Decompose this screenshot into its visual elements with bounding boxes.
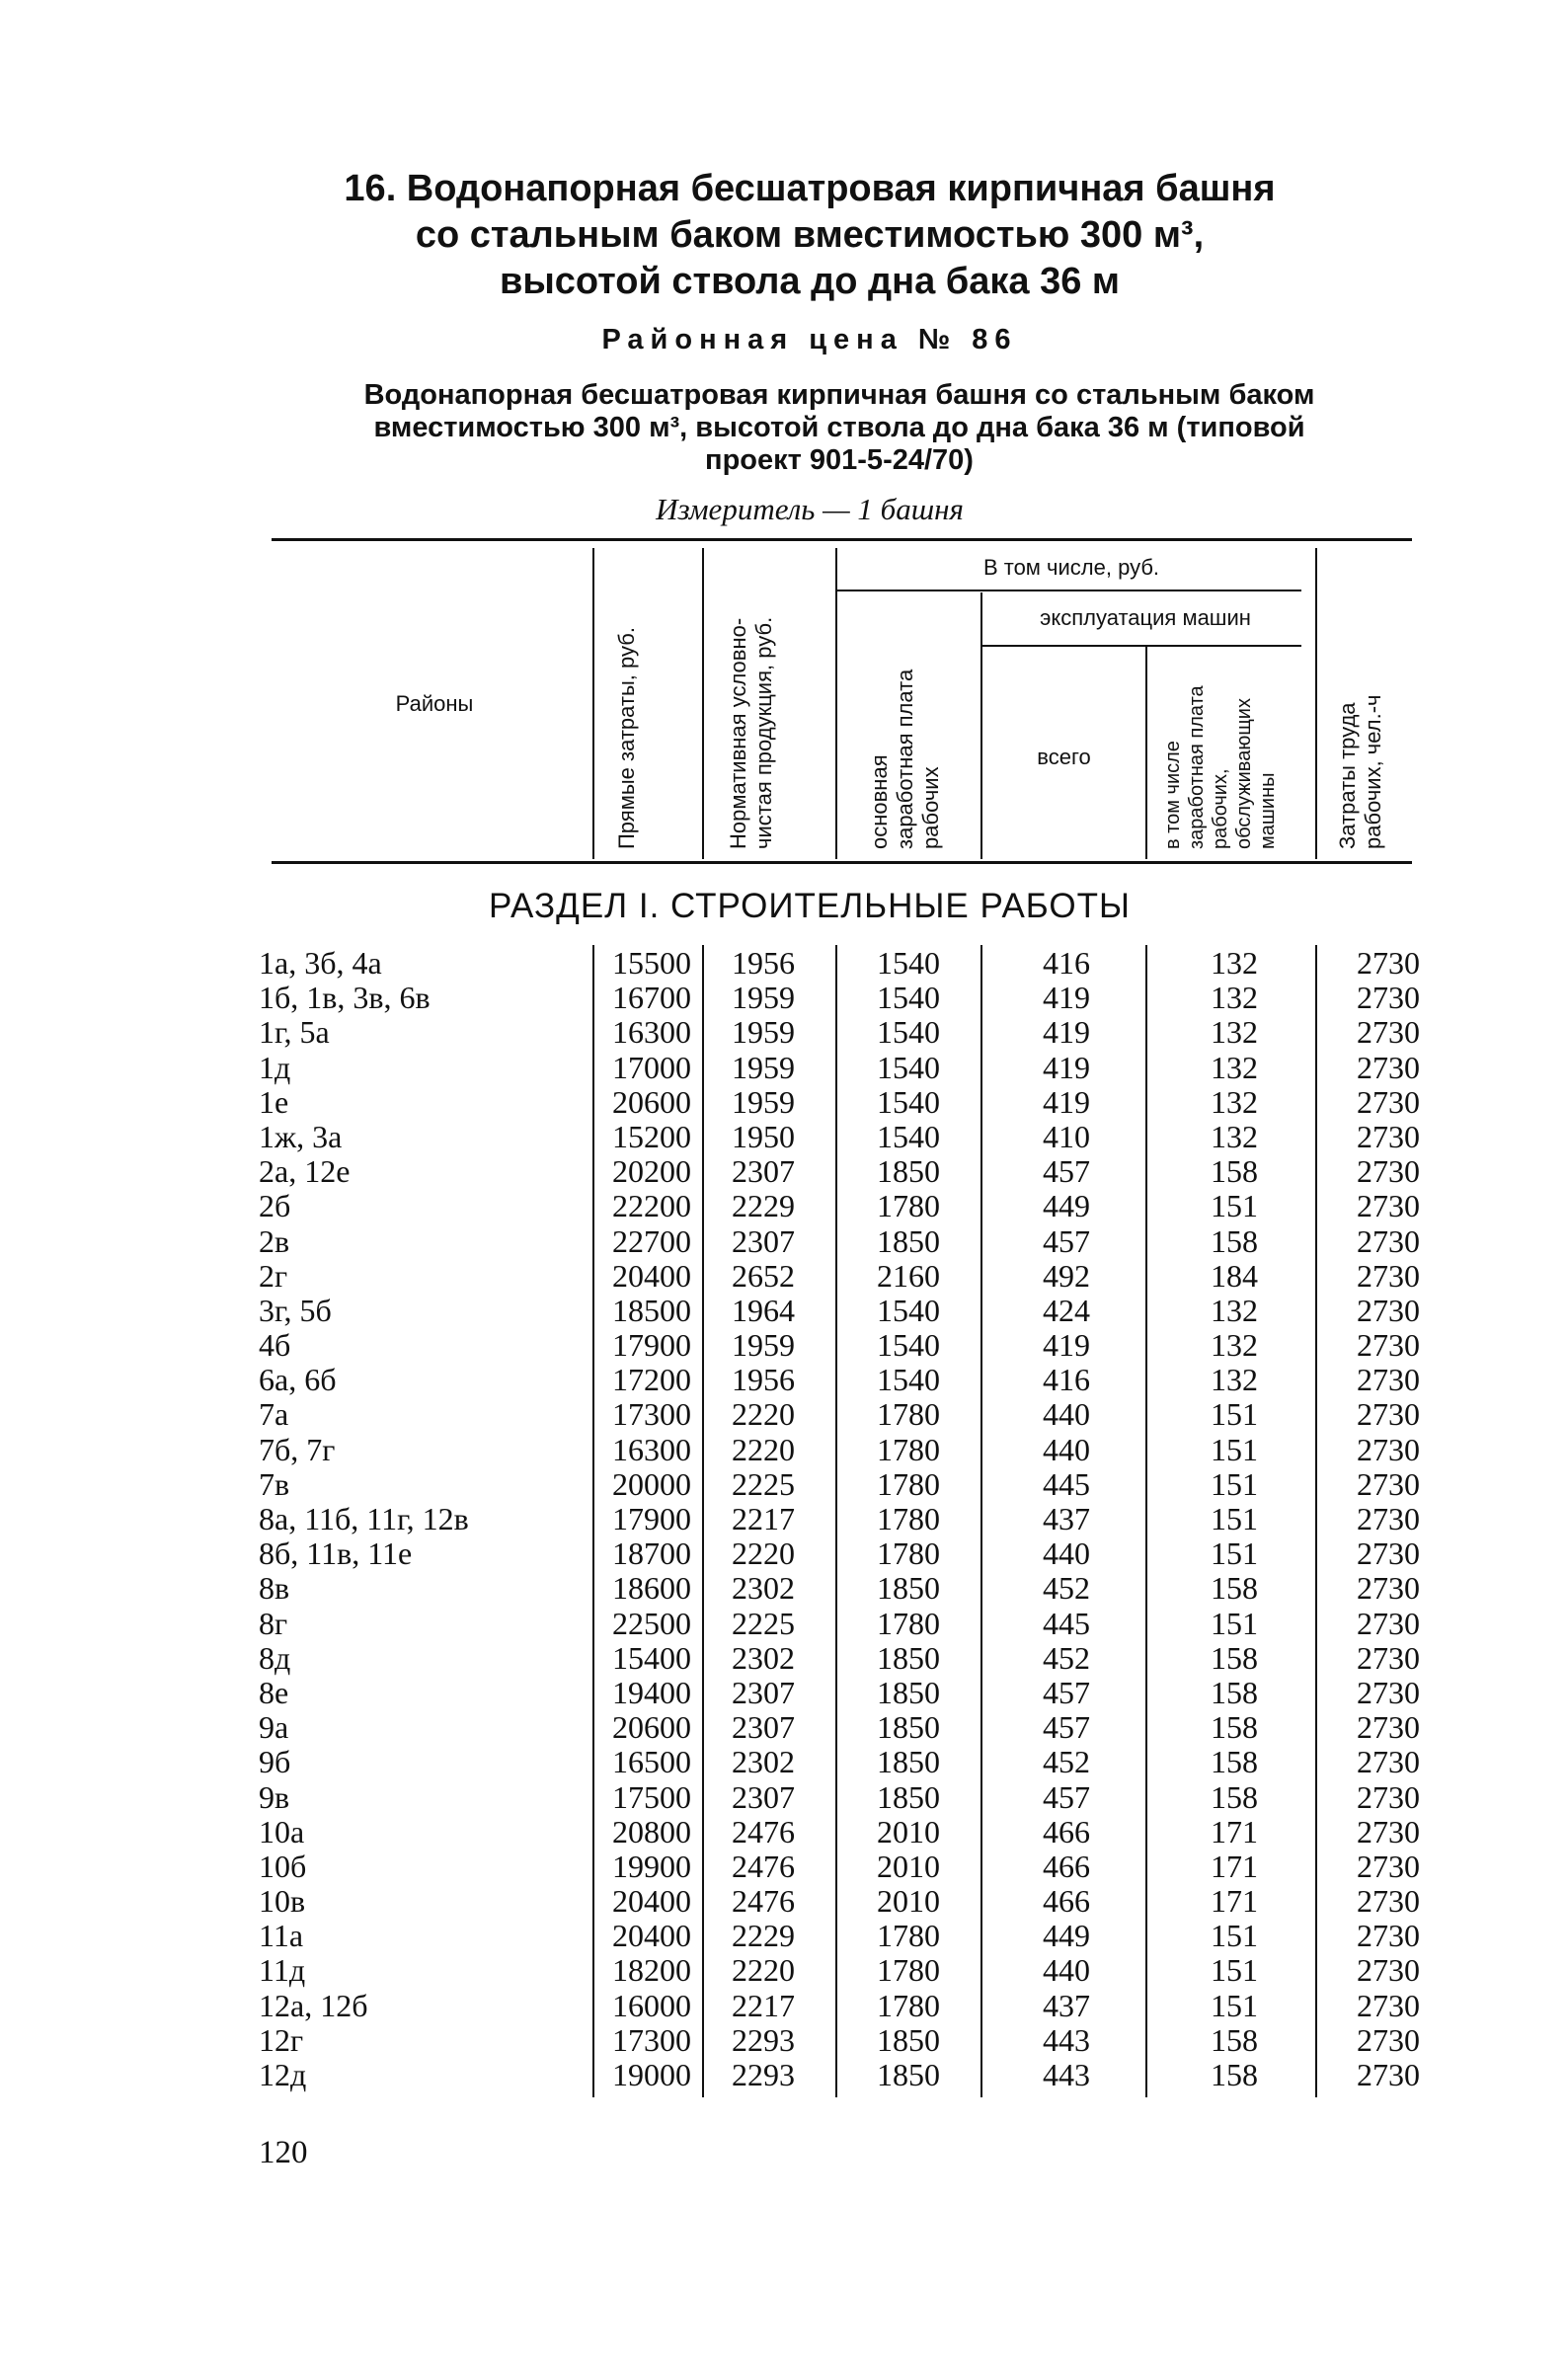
cell-normative: 2302 — [732, 1744, 795, 1780]
cell-machine-wage: 132 — [1211, 1014, 1258, 1051]
cell-direct-costs: 15400 — [612, 1639, 691, 1676]
cell-region: 8а, 11б, 11г, 12в — [259, 1501, 469, 1536]
cell-machine-wage: 132 — [1211, 980, 1258, 1016]
cell-normative: 1959 — [732, 1327, 795, 1364]
table-row — [0, 1953, 1568, 1988]
cell-direct-costs: 16000 — [612, 1987, 691, 2023]
cell-machine-wage: 132 — [1211, 1118, 1258, 1154]
cell-machine-wage: 151 — [1211, 1465, 1258, 1502]
cell-normative: 2307 — [732, 1709, 795, 1746]
cell-region: 11д — [259, 1952, 306, 1989]
cell-machine-wage: 158 — [1211, 2057, 1258, 2092]
cell-normative: 2307 — [732, 1222, 795, 1259]
cell-normative: 1956 — [732, 945, 795, 981]
cell-base-wage: 1780 — [877, 1918, 940, 1954]
page-number: 120 — [259, 2135, 308, 2170]
cell-normative: 1956 — [732, 1362, 795, 1398]
cell-machine-wage: 171 — [1211, 1883, 1258, 1920]
cell-machine-wage: 151 — [1211, 1396, 1258, 1433]
cell-labor: 2730 — [1357, 1813, 1420, 1849]
cell-region: 8б, 11в, 11е — [259, 1535, 413, 1572]
cell-normative: 2225 — [732, 1605, 795, 1641]
table-row — [0, 1849, 1568, 1884]
table-row — [0, 1015, 1568, 1050]
cell-machine-total: 440 — [1043, 1535, 1090, 1572]
cell-machine-total: 457 — [1043, 1674, 1090, 1710]
cell-direct-costs: 20400 — [612, 1918, 691, 1954]
cell-machine-wage: 158 — [1211, 1744, 1258, 1780]
cell-normative: 2220 — [732, 1431, 795, 1467]
cell-machine-total: 424 — [1043, 1292, 1090, 1328]
cell-region: 12а, 12б — [259, 1987, 368, 2023]
cell-machine-total: 457 — [1043, 1778, 1090, 1815]
including-underline — [837, 590, 1301, 591]
cell-region: 1г, 5а — [259, 1014, 330, 1051]
cell-labor: 2730 — [1357, 1987, 1420, 2023]
cell-normative: 2307 — [732, 1674, 795, 1710]
cell-normative: 2220 — [732, 1535, 795, 1572]
cell-labor: 2730 — [1357, 1501, 1420, 1536]
cell-normative: 1959 — [732, 1083, 795, 1120]
cell-machine-total: 466 — [1043, 1813, 1090, 1849]
cell-normative: 2220 — [732, 1952, 795, 1989]
cell-base-wage: 1780 — [877, 1987, 940, 2023]
cell-labor: 2730 — [1357, 1605, 1420, 1641]
cell-machine-wage: 132 — [1211, 1049, 1258, 1085]
cell-region: 12г — [259, 2021, 304, 2058]
cell-base-wage: 1850 — [877, 1709, 940, 1746]
table-row — [0, 1224, 1568, 1259]
cell-direct-costs: 17300 — [612, 1396, 691, 1433]
price-label: Районная цена № 86 — [601, 324, 1018, 355]
header-divider-3 — [835, 548, 837, 859]
cell-base-wage: 1780 — [877, 1431, 940, 1467]
cell-machine-total: 419 — [1043, 980, 1090, 1016]
table-row — [0, 1120, 1568, 1154]
table-row — [0, 1780, 1568, 1815]
cell-labor: 2730 — [1357, 1465, 1420, 1502]
cell-machine-wage: 151 — [1211, 1605, 1258, 1641]
cell-labor: 2730 — [1357, 2057, 1420, 2092]
header-divider-5 — [1145, 647, 1147, 859]
cell-direct-costs: 18600 — [612, 1570, 691, 1607]
cell-machine-wage: 151 — [1211, 1987, 1258, 2023]
table-row — [0, 1328, 1568, 1363]
cell-base-wage: 2160 — [877, 1257, 940, 1294]
cell-machine-wage: 151 — [1211, 1535, 1258, 1572]
cell-region: 9в — [259, 1778, 290, 1815]
cell-base-wage: 1780 — [877, 1396, 940, 1433]
table-row — [0, 1607, 1568, 1641]
cell-direct-costs: 17900 — [612, 1501, 691, 1536]
cell-labor: 2730 — [1357, 1848, 1420, 1884]
cell-region: 1б, 1в, 3в, 6в — [259, 980, 431, 1016]
cell-direct-costs: 20000 — [612, 1465, 691, 1502]
table-row — [0, 1884, 1568, 1919]
table-row — [0, 1536, 1568, 1571]
cell-normative: 1959 — [732, 1014, 795, 1051]
cell-machine-total: 457 — [1043, 1709, 1090, 1746]
cell-labor: 2730 — [1357, 2021, 1420, 2058]
cell-normative: 2476 — [732, 1813, 795, 1849]
cell-direct-costs: 17900 — [612, 1327, 691, 1364]
header-divider-4 — [980, 592, 982, 859]
header-divider-1 — [592, 548, 594, 859]
cell-machine-total: 452 — [1043, 1744, 1090, 1780]
cell-labor: 2730 — [1357, 1049, 1420, 1085]
table-row — [0, 2023, 1568, 2058]
cell-base-wage: 1540 — [877, 980, 940, 1016]
cell-labor: 2730 — [1357, 1014, 1420, 1051]
cell-normative: 2302 — [732, 1570, 795, 1607]
cell-machine-wage: 158 — [1211, 1570, 1258, 1607]
cell-base-wage: 1540 — [877, 1292, 940, 1328]
cell-base-wage: 1850 — [877, 1153, 940, 1190]
cell-machine-wage: 151 — [1211, 1431, 1258, 1467]
table-row — [0, 1502, 1568, 1536]
table-row — [0, 1294, 1568, 1328]
cell-machine-wage: 151 — [1211, 1188, 1258, 1224]
cell-base-wage: 1540 — [877, 1049, 940, 1085]
cell-direct-costs: 15200 — [612, 1118, 691, 1154]
cell-normative: 2220 — [732, 1396, 795, 1433]
table-row — [0, 981, 1568, 1015]
header-total: всего — [1037, 745, 1091, 769]
cell-base-wage: 1540 — [877, 945, 940, 981]
table-subtitle — [296, 379, 1382, 477]
cell-machine-total: 419 — [1043, 1327, 1090, 1364]
meter-label: Измеритель — 1 башня — [656, 492, 964, 526]
cell-labor: 2730 — [1357, 1674, 1420, 1710]
table-row — [0, 1710, 1568, 1745]
cell-machine-total: 449 — [1043, 1188, 1090, 1224]
cell-normative: 2302 — [732, 1639, 795, 1676]
header-regions: Районы — [395, 691, 474, 716]
cell-labor: 2730 — [1357, 945, 1420, 981]
cell-machine-wage: 171 — [1211, 1848, 1258, 1884]
cell-machine-wage: 132 — [1211, 1327, 1258, 1364]
cell-base-wage: 1780 — [877, 1188, 940, 1224]
cell-labor: 2730 — [1357, 1535, 1420, 1572]
table-top-rule — [272, 538, 1412, 541]
cell-machine-total: 452 — [1043, 1639, 1090, 1676]
cell-direct-costs: 22700 — [612, 1222, 691, 1259]
cell-labor: 2730 — [1357, 1639, 1420, 1676]
cell-region: 9а — [259, 1709, 289, 1746]
cell-machine-total: 410 — [1043, 1118, 1090, 1154]
table-row — [0, 946, 1568, 981]
header-bottom-rule — [272, 861, 1412, 864]
page-heading — [247, 166, 1372, 305]
cell-labor: 2730 — [1357, 1257, 1420, 1294]
cell-labor: 2730 — [1357, 1431, 1420, 1467]
cell-machine-wage: 132 — [1211, 945, 1258, 981]
cell-base-wage: 2010 — [877, 1883, 940, 1920]
table-row — [0, 1641, 1568, 1676]
cell-machine-total: 466 — [1043, 1848, 1090, 1884]
cell-base-wage: 1850 — [877, 1570, 940, 1607]
cell-normative: 2225 — [732, 1465, 795, 1502]
cell-labor: 2730 — [1357, 1118, 1420, 1154]
cell-region: 4б — [259, 1327, 291, 1364]
cell-machine-wage: 151 — [1211, 1501, 1258, 1536]
header-machine-operation: эксплуатация машин — [1040, 605, 1251, 630]
table-row — [0, 1259, 1568, 1294]
cell-base-wage: 1850 — [877, 1744, 940, 1780]
cell-region: 1ж, 3а — [259, 1118, 343, 1154]
cell-machine-total: 449 — [1043, 1918, 1090, 1954]
cell-normative: 2652 — [732, 1257, 795, 1294]
table-row — [0, 1571, 1568, 1606]
cell-base-wage: 1850 — [877, 1639, 940, 1676]
cell-machine-wage: 132 — [1211, 1083, 1258, 1120]
cell-direct-costs: 17300 — [612, 2021, 691, 2058]
cell-machine-total: 419 — [1043, 1049, 1090, 1085]
cell-base-wage: 1850 — [877, 2057, 940, 2092]
cell-machine-wage: 151 — [1211, 1952, 1258, 1989]
cell-machine-total: 492 — [1043, 1257, 1090, 1294]
cell-region: 6а, 6б — [259, 1362, 337, 1398]
cell-labor: 2730 — [1357, 1153, 1420, 1190]
table-row — [0, 1676, 1568, 1710]
cell-direct-costs: 16300 — [612, 1431, 691, 1467]
cell-normative: 2476 — [732, 1848, 795, 1884]
cell-machine-total: 443 — [1043, 2057, 1090, 2092]
cell-labor: 2730 — [1357, 1396, 1420, 1433]
table-row — [0, 1051, 1568, 1085]
cell-machine-total: 443 — [1043, 2021, 1090, 2058]
cell-region: 2а, 12е — [259, 1153, 351, 1190]
cell-region: 7в — [259, 1465, 290, 1502]
cell-normative: 2293 — [732, 2057, 795, 2092]
cell-region: 10б — [259, 1848, 307, 1884]
cell-normative: 2217 — [732, 1987, 795, 2023]
cell-labor: 2730 — [1357, 1083, 1420, 1120]
cell-direct-costs: 19000 — [612, 2057, 691, 2092]
cell-normative: 2229 — [732, 1188, 795, 1224]
header-direct-costs: Прямые затраты, руб. — [614, 627, 639, 849]
cell-machine-total: 419 — [1043, 1014, 1090, 1051]
cell-labor: 2730 — [1357, 1222, 1420, 1259]
cell-base-wage: 1780 — [877, 1535, 940, 1572]
table-row — [0, 1815, 1568, 1849]
cell-machine-wage: 171 — [1211, 1813, 1258, 1849]
cell-direct-costs: 16300 — [612, 1014, 691, 1051]
cell-labor: 2730 — [1357, 1883, 1420, 1920]
cell-region: 11а — [259, 1918, 304, 1954]
table-row — [0, 1085, 1568, 1120]
cell-base-wage: 2010 — [877, 1848, 940, 1884]
cell-machine-wage: 158 — [1211, 1222, 1258, 1259]
table-row — [0, 2058, 1568, 2092]
cell-direct-costs: 15500 — [612, 945, 691, 981]
heading-line-2: со стальным баком вместимостью 300 м³, — [415, 214, 1205, 256]
cell-base-wage: 1850 — [877, 1222, 940, 1259]
cell-machine-total: 416 — [1043, 945, 1090, 981]
header-including: В том числе, руб. — [982, 555, 1160, 580]
cell-labor: 2730 — [1357, 1918, 1420, 1954]
cell-base-wage: 1780 — [877, 1465, 940, 1502]
cell-machine-total: 437 — [1043, 1987, 1090, 2023]
cell-normative: 1964 — [732, 1292, 795, 1328]
cell-region: 9б — [259, 1744, 291, 1780]
cell-normative: 2307 — [732, 1778, 795, 1815]
cell-base-wage: 1850 — [877, 1674, 940, 1710]
cell-base-wage: 1850 — [877, 2021, 940, 2058]
cell-labor: 2730 — [1357, 1709, 1420, 1746]
cell-region: 2в — [259, 1222, 290, 1259]
cell-direct-costs: 16700 — [612, 980, 691, 1016]
cell-base-wage: 1780 — [877, 1952, 940, 1989]
cell-base-wage: 1780 — [877, 1605, 940, 1641]
cell-normative: 2307 — [732, 1153, 795, 1190]
cell-base-wage: 1780 — [877, 1501, 940, 1536]
subtitle-line-3: проект 901-5-24/70) — [705, 444, 974, 476]
cell-labor: 2730 — [1357, 1362, 1420, 1398]
cell-region: 8в — [259, 1570, 290, 1607]
cell-region: 1е — [259, 1083, 289, 1120]
cell-base-wage: 2010 — [877, 1813, 940, 1849]
cell-region: 1а, 3б, 4а — [259, 945, 382, 981]
cell-labor: 2730 — [1357, 1292, 1420, 1328]
heading-line-3: высотой ствола до дна бака 36 м — [499, 261, 1121, 302]
cell-direct-costs: 18700 — [612, 1535, 691, 1572]
cell-region: 7б, 7г — [259, 1431, 336, 1467]
cell-direct-costs: 22200 — [612, 1188, 691, 1224]
cell-machine-total: 440 — [1043, 1431, 1090, 1467]
cell-base-wage: 1850 — [877, 1778, 940, 1815]
section-title: РАЗДЕЛ I. СТРОИТЕЛЬНЫЕ РАБОТЫ — [489, 887, 1131, 925]
cell-labor: 2730 — [1357, 1570, 1420, 1607]
table-row — [0, 1189, 1568, 1223]
cell-direct-costs: 20400 — [612, 1883, 691, 1920]
cell-direct-costs: 20800 — [612, 1813, 691, 1849]
cell-machine-total: 440 — [1043, 1396, 1090, 1433]
cell-direct-costs: 19400 — [612, 1674, 691, 1710]
cell-direct-costs: 16500 — [612, 1744, 691, 1780]
cell-machine-total: 440 — [1043, 1952, 1090, 1989]
machines-underline — [982, 645, 1301, 647]
cell-machine-wage: 132 — [1211, 1362, 1258, 1398]
cell-normative: 2476 — [732, 1883, 795, 1920]
table-row — [0, 1363, 1568, 1397]
cell-direct-costs: 17000 — [612, 1049, 691, 1085]
cell-direct-costs: 19900 — [612, 1848, 691, 1884]
cell-direct-costs: 22500 — [612, 1605, 691, 1641]
cell-machine-total: 452 — [1043, 1570, 1090, 1607]
cell-labor: 2730 — [1357, 1327, 1420, 1364]
cell-region: 12д — [259, 2057, 307, 2092]
cell-region: 2б — [259, 1188, 291, 1224]
cell-machine-total: 466 — [1043, 1883, 1090, 1920]
cell-normative: 1950 — [732, 1118, 795, 1154]
table-row — [0, 1919, 1568, 1953]
cell-machine-wage: 158 — [1211, 1153, 1258, 1190]
cell-machine-total: 445 — [1043, 1465, 1090, 1502]
cell-machine-total: 457 — [1043, 1222, 1090, 1259]
table-row — [0, 1433, 1568, 1467]
cell-labor: 2730 — [1357, 1952, 1420, 1989]
subtitle-line-1: Водонапорная бесшатровая кирпичная башня со стальным баком — [363, 379, 1315, 411]
cell-direct-costs: 17200 — [612, 1362, 691, 1398]
cell-region: 8д — [259, 1639, 291, 1676]
cell-machine-total: 445 — [1043, 1605, 1090, 1641]
cell-machine-total: 437 — [1043, 1501, 1090, 1536]
cell-normative: 2229 — [732, 1918, 795, 1954]
header-divider-6 — [1315, 548, 1317, 859]
cell-region: 3г, 5б — [259, 1292, 332, 1328]
cell-region: 2г — [259, 1257, 288, 1294]
cell-base-wage: 1540 — [877, 1362, 940, 1398]
header-machine-wage: в том числе заработная плата рабочих, обслуживающих машины — [1162, 685, 1279, 849]
cell-normative: 1959 — [732, 980, 795, 1016]
cell-machine-wage: 158 — [1211, 1674, 1258, 1710]
cell-direct-costs: 18500 — [612, 1292, 691, 1328]
cell-base-wage: 1540 — [877, 1327, 940, 1364]
cell-machine-wage: 158 — [1211, 1639, 1258, 1676]
table-row — [0, 1397, 1568, 1432]
header-divider-2 — [702, 548, 704, 859]
cell-machine-wage: 132 — [1211, 1292, 1258, 1328]
cell-machine-wage: 151 — [1211, 1918, 1258, 1954]
cell-region: 10в — [259, 1883, 306, 1920]
heading-line-1: 16. Водонапорная бесшатровая кирпичная башня — [344, 168, 1276, 209]
cell-direct-costs: 20200 — [612, 1153, 691, 1190]
header-normative: Нормативная условно-чистая продукция, руб. — [726, 616, 776, 849]
cell-machine-wage: 158 — [1211, 1778, 1258, 1815]
header-base-wage: основная заработная плата рабочих — [867, 669, 943, 849]
cell-region: 8г — [259, 1605, 288, 1641]
cell-labor: 2730 — [1357, 1188, 1420, 1224]
cell-base-wage: 1540 — [877, 1014, 940, 1051]
table-row — [0, 1467, 1568, 1502]
cell-region: 1д — [259, 1049, 291, 1085]
cell-direct-costs: 20600 — [612, 1709, 691, 1746]
cell-direct-costs: 20400 — [612, 1257, 691, 1294]
cell-base-wage: 1540 — [877, 1118, 940, 1154]
table-row — [0, 1989, 1568, 2023]
cell-machine-total: 416 — [1043, 1362, 1090, 1398]
cell-normative: 2293 — [732, 2021, 795, 2058]
cell-region: 10а — [259, 1813, 305, 1849]
cell-normative: 2217 — [732, 1501, 795, 1536]
cell-machine-wage: 184 — [1211, 1257, 1258, 1294]
cell-normative: 1959 — [732, 1049, 795, 1085]
cell-machine-total: 457 — [1043, 1153, 1090, 1190]
subtitle-line-2: вместимостью 300 м³, высотой ствола до дна бака 36 м (типовой — [373, 412, 1305, 443]
cell-machine-total: 419 — [1043, 1083, 1090, 1120]
table-row — [0, 1154, 1568, 1189]
cell-labor: 2730 — [1357, 1778, 1420, 1815]
cell-direct-costs: 20600 — [612, 1083, 691, 1120]
cell-labor: 2730 — [1357, 980, 1420, 1016]
cell-direct-costs: 17500 — [612, 1778, 691, 1815]
cell-labor: 2730 — [1357, 1744, 1420, 1780]
table-row — [0, 1745, 1568, 1779]
cell-region: 8е — [259, 1674, 289, 1710]
cell-direct-costs: 18200 — [612, 1952, 691, 1989]
cell-machine-wage: 158 — [1211, 2021, 1258, 2058]
cell-machine-wage: 158 — [1211, 1709, 1258, 1746]
cell-base-wage: 1540 — [877, 1083, 940, 1120]
table-body — [0, 946, 1568, 2092]
header-labor: Затраты труда рабочих, чел.-ч — [1335, 694, 1385, 849]
cell-region: 7а — [259, 1396, 289, 1433]
